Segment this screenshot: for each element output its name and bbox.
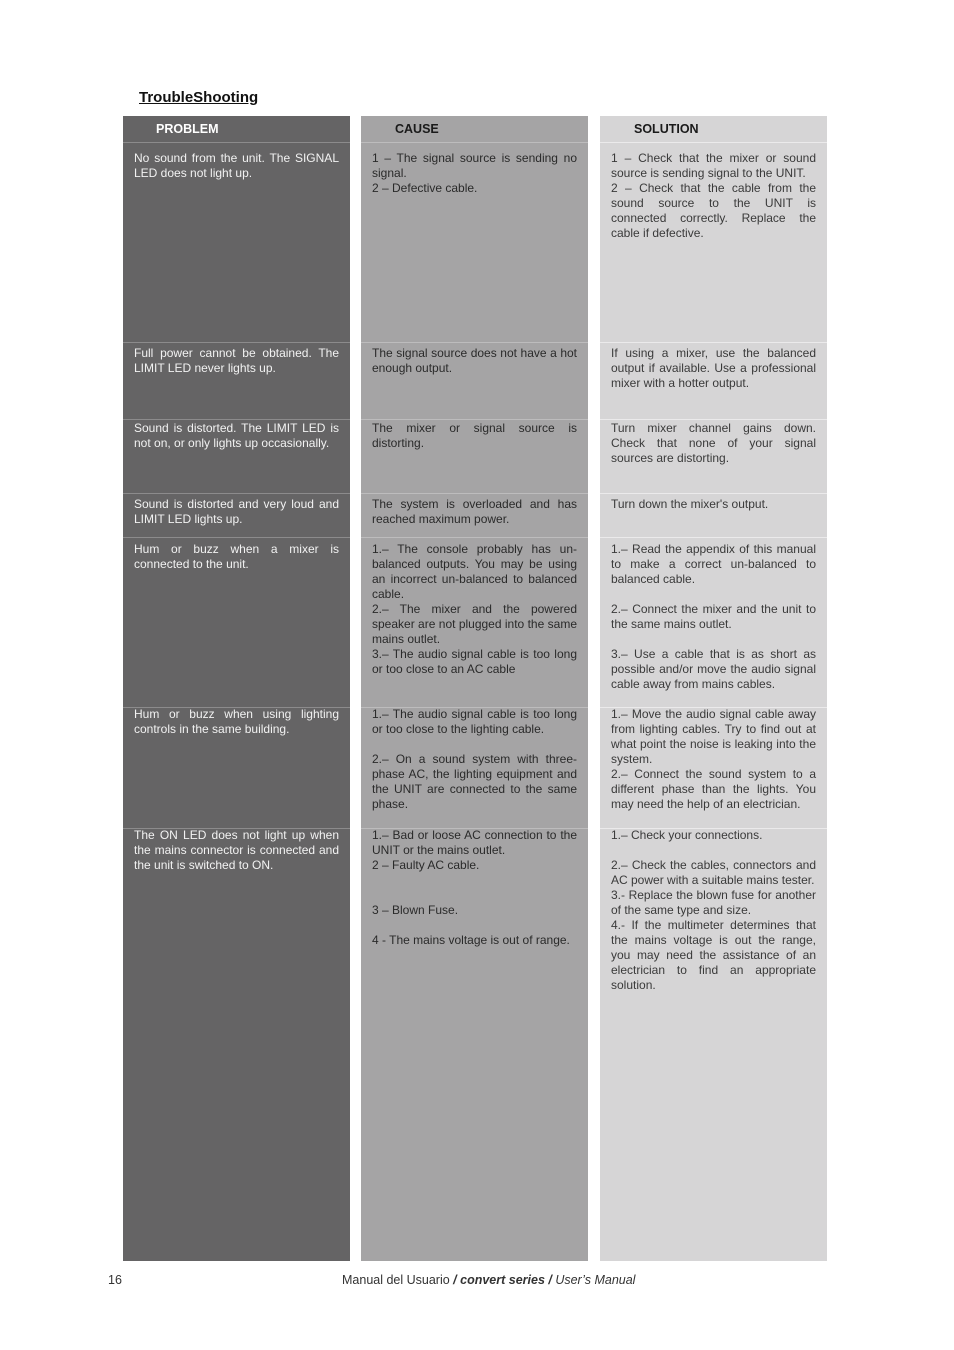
cause-cell: The mixer or signal source is distorting. bbox=[372, 421, 577, 450]
solution-cell: Turn down the mixer's output. bbox=[611, 497, 769, 511]
cause-cell: 1.– The console probably has un-balanced outputs. You may be using an incorrect un-balanced to balanced cable. 2.– The mixer and the powered speaker are not plugged into the same mains outlet. 3.– The audio signal cable is too long or too close to an AC cable bbox=[372, 542, 577, 676]
cause-column bbox=[361, 116, 588, 1261]
cause-header: CAUSE bbox=[395, 122, 439, 136]
footer-manual-es: Manual del Usuario bbox=[342, 1273, 450, 1287]
problem-cell: Full power cannot be obtained. The LIMIT LED never lights up. bbox=[134, 346, 339, 375]
problem-cell: Hum or buzz when a mixer is connected to the unit. bbox=[134, 542, 339, 571]
row-divider bbox=[361, 142, 588, 143]
row-divider bbox=[361, 537, 588, 538]
page-title: TroubleShooting bbox=[139, 89, 259, 106]
footer-separator: / bbox=[449, 1273, 461, 1287]
row-divider bbox=[600, 537, 827, 538]
solution-cell: 1.– Read the appendix of this manual to make a correct un-balanced to balanced cable. 2.– Connect the mixer and the unit to the same mains outlet. 3.– Use a cable that is as short as possible and/or move the audio signal cable away from mains cables. bbox=[611, 542, 816, 691]
row-divider bbox=[600, 342, 827, 343]
footer-series: convert series bbox=[460, 1273, 545, 1287]
solution-cell: 1 – Check that the mixer or sound source is sending signal to the UNIT. 2 – Check that the cable from the sound source to the UNIT is connected correctly. Replace the cable if defective. bbox=[611, 151, 816, 240]
cause-cell: 1.– The audio signal cable is too long or too close to the lighting cable. 2.– On a sound system with three-phase AC, the lighting equipment and the UNIT are connected to the same phase. bbox=[372, 707, 577, 811]
row-divider bbox=[600, 493, 827, 494]
problem-cell: The ON LED does not light up when the mains connector is connected and the unit is switched to ON. bbox=[134, 828, 339, 872]
row-divider bbox=[123, 537, 350, 538]
problem-cell: Sound is distorted. The LIMIT LED is not on, or only lights up occasionally. bbox=[134, 421, 339, 450]
cause-cell: The system is overloaded and has reached maximum power. bbox=[372, 497, 577, 526]
solution-cell: 1.– Move the audio signal cable away from lighting cables. Try to find out at what point the noise is leaking into the system. 2.– Connect the sound system to a different phase than the lights. You may need the help of an electrician. bbox=[611, 707, 816, 811]
problem-cell: Sound is distorted and very loud and LIMIT LED lights up. bbox=[134, 497, 339, 526]
solution-cell: 1.– Check your connections. 2.– Check the cables, connectors and AC power with a suitable mains tester. 3.- Replace the blown fuse for another of the same type and size. 4.- If the multimeter determines that the mains voltage is out the range, you may need the assistance of an electrician to find an appropriate solution. bbox=[611, 828, 816, 992]
problem-header: PROBLEM bbox=[156, 122, 219, 136]
row-divider bbox=[123, 419, 350, 420]
row-divider bbox=[600, 142, 827, 143]
footer-manual-en: User’s Manual bbox=[555, 1273, 636, 1287]
solution-cell: If using a mixer, use the balanced output if available. Use a professional mixer with a hotter output. bbox=[611, 346, 816, 390]
page-number: 16 bbox=[108, 1273, 122, 1287]
solution-header: SOLUTION bbox=[634, 122, 699, 136]
problem-cell: Hum or buzz when using lighting controls in the same building. bbox=[134, 707, 339, 736]
cause-cell: 1.– Bad or loose AC connection to the UNIT or the mains outlet. 2 – Faulty AC cable. 3 – Blown Fuse. 4 - The mains voltage is out of range. bbox=[372, 828, 577, 947]
footer-separator: / bbox=[544, 1273, 556, 1287]
footer-caption bbox=[342, 1273, 635, 1287]
row-divider bbox=[361, 419, 588, 420]
row-divider bbox=[361, 342, 588, 343]
problem-column bbox=[123, 116, 350, 1261]
cause-cell: The signal source does not have a hot enough output. bbox=[372, 346, 577, 375]
row-divider bbox=[123, 342, 350, 343]
cause-cell: 1 – The signal source is sending no signal. 2 – Defective cable. bbox=[372, 151, 577, 195]
row-divider bbox=[361, 493, 588, 494]
row-divider bbox=[123, 142, 350, 143]
row-divider bbox=[600, 419, 827, 420]
problem-cell: No sound from the unit. The SIGNAL LED does not light up. bbox=[134, 151, 339, 180]
solution-cell: Turn mixer channel gains down. Check that none of your signal sources are distorting. bbox=[611, 421, 816, 465]
row-divider bbox=[123, 493, 350, 494]
